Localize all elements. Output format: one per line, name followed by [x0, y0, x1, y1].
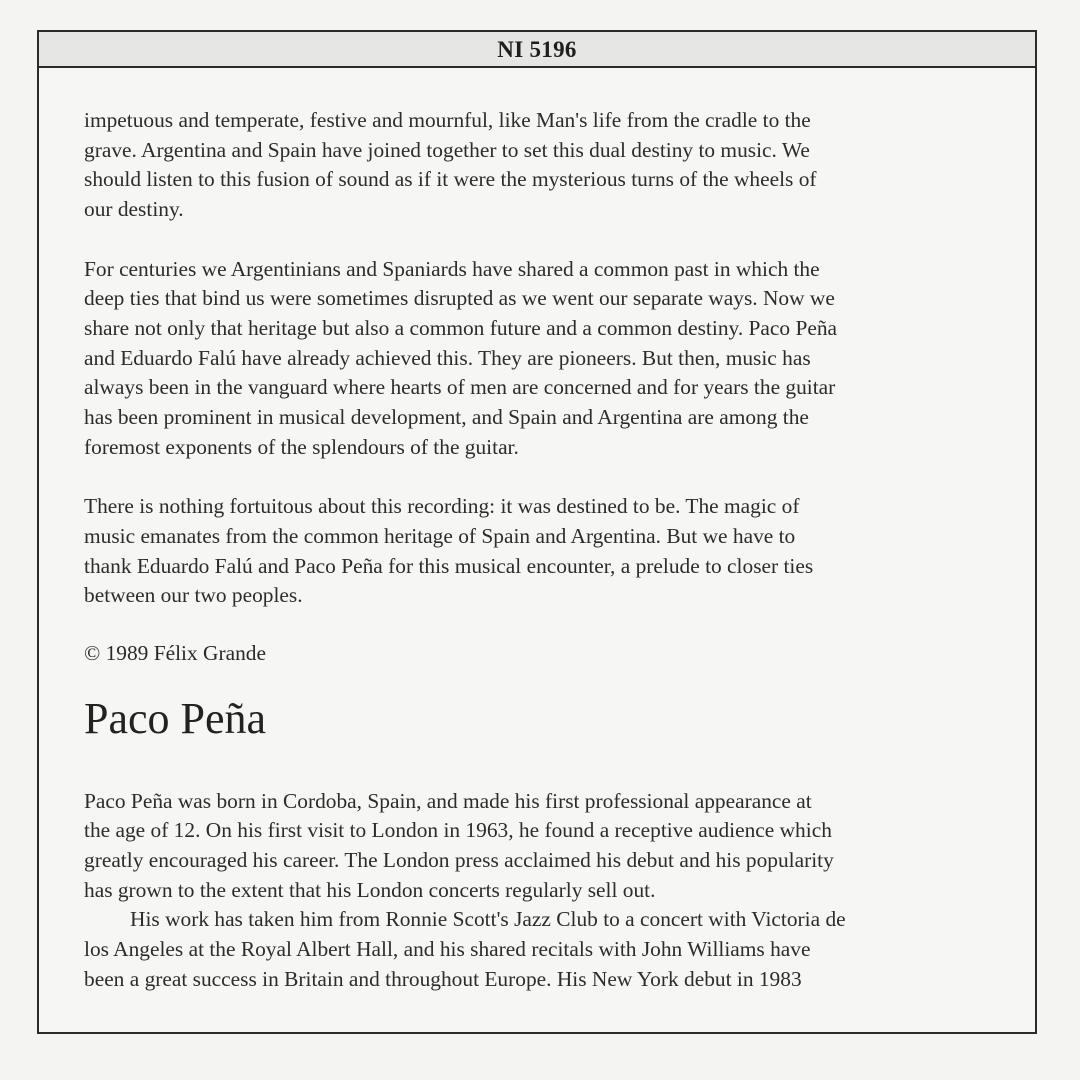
text-line: Paco Peña was born in Cordoba, Spain, and made his first professional appearance at — [84, 788, 812, 813]
catalog-number: NI 5196 — [497, 37, 577, 62]
page-content — [84, 106, 1014, 995]
text-line: grave. Argentina and Spain have joined together to set this dual destiny to music. We — [84, 137, 810, 162]
copyright-line: © 1989 Félix Grande — [84, 640, 266, 665]
bio-paragraph-1 — [84, 787, 1014, 906]
text-line: should listen to this fusion of sound as if it were the mysterious turns of the wheels of — [84, 167, 817, 192]
text-line: foremost exponents of the splendours of the guitar. — [84, 434, 519, 459]
paragraph-gap — [84, 611, 1014, 639]
section-heading: Paco Peña — [84, 693, 267, 743]
paragraph-1 — [84, 106, 1014, 225]
text-line: There is nothing fortuitous about this recording: it was destined to be. The magic of — [84, 494, 800, 519]
text-line: music emanates from the common heritage of Spain and Argentina. But we have to — [84, 523, 796, 548]
heading-gap — [84, 749, 1014, 787]
page-frame — [37, 30, 1037, 1034]
paragraph-3 — [84, 492, 1014, 611]
paragraph-gap — [84, 462, 1014, 492]
text-line: greatly encouraged his career. The London press acclaimed his debut and his popularity — [84, 848, 834, 873]
text-line: the age of 12. On his first visit to London in 1963, he found a receptive audience which — [84, 818, 832, 843]
text-line: been a great success in Britain and throughout Europe. His New York debut in 1983 — [84, 966, 802, 991]
text-line: our destiny. — [84, 197, 184, 222]
text-line: impetuous and temperate, festive and mournful, like Man's life from the cradle to the — [84, 108, 811, 132]
text-line: has been prominent in musical development, and Spain and Argentina are among the — [84, 405, 809, 430]
bio-paragraph-2 — [84, 905, 1014, 994]
paragraph-gap — [84, 225, 1014, 255]
paragraph-2 — [84, 255, 1014, 463]
text-line: deep ties that bind us were sometimes disrupted as we went our separate ways. Now we — [84, 286, 835, 311]
text-line: between our two peoples. — [84, 583, 303, 608]
text-line: share not only that heritage but also a common future and a common destiny. Paco Peña — [84, 315, 838, 340]
text-line: always been in the vanguard where hearts of men are concerned and for years the guitar — [84, 375, 836, 400]
text-line: For centuries we Argentinians and Spaniards have shared a common past in which the — [84, 256, 820, 281]
text-line: los Angeles at the Royal Albert Hall, and his shared recitals with John Williams have — [84, 937, 811, 962]
text-line: has grown to the extent that his London concerts regularly sell out. — [84, 877, 656, 902]
text-line: thank Eduardo Falú and Paco Peña for this musical encounter, a prelude to closer ties — [84, 553, 814, 578]
text-line: His work has taken him from Ronnie Scott's Jazz Club to a concert with Victoria de — [130, 907, 846, 932]
header-bar — [39, 32, 1035, 68]
text-line: and Eduardo Falú have already achieved this. They are pioneers. But then, music has — [84, 345, 811, 370]
